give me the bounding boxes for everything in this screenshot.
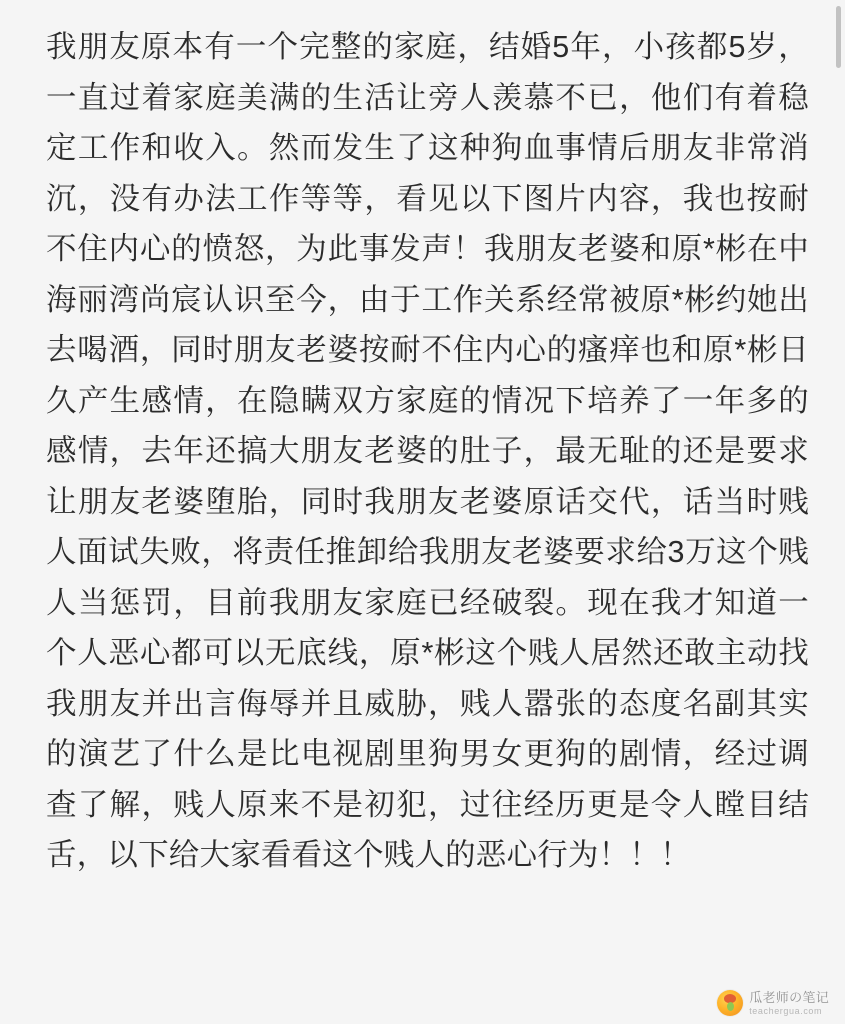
vertical-scrollbar-thumb[interactable] [836,6,841,68]
watermark [717,990,829,1016]
vertical-scrollbar-track[interactable] [835,0,841,1024]
article-body-text: 我朋友原本有一个完整的家庭，结婚5年，小孩都5岁，一直过着家庭美满的生活让旁人羡慕不已，他们有着稳定工作和收入。然而发生了这种狗血事情后朋友非常消沉，没有办法工作等等，看见以下图片内容，我也按耐不住内心的愤怒，为此事发声！我朋友老婆和原*彬在中海丽湾尚宸认识至今，由于工作关系经常被原*彬约她出去喝酒，同时朋友老婆按耐不住内心的瘙痒也和原*彬日久产生感情，在隐瞒双方家庭的情况下培养了一年多的感情，去年还搞大朋友老婆的肚子，最无耻的还是要求让朋友老婆堕胎，同时我朋友老婆原话交代，话当时贱人面试失败，将责任推卸给我朋友老婆要求给3万这个贱人当惩罚，目前我朋友家庭已经破裂。现在我才知道一个人恶心都可以无底线，原*彬这个贱人居然还敢主动找我朋友并出言侮辱并且威胁，贱人嚣张的态度名副其实的演艺了什么是比电视剧里狗男女更狗的剧情，经过调查了解，贱人原来不是初犯，过往经历更是令人瞠目结舌，以下给大家看看这个贱人的恶心行为！！！ [46,30,809,872]
watermark-title: 瓜老师の笔记 [749,989,829,1005]
watermark-text-group [749,991,829,1016]
watermark-logo-icon [717,990,743,1016]
watermark-subtitle: teachergua.com [749,1005,823,1016]
